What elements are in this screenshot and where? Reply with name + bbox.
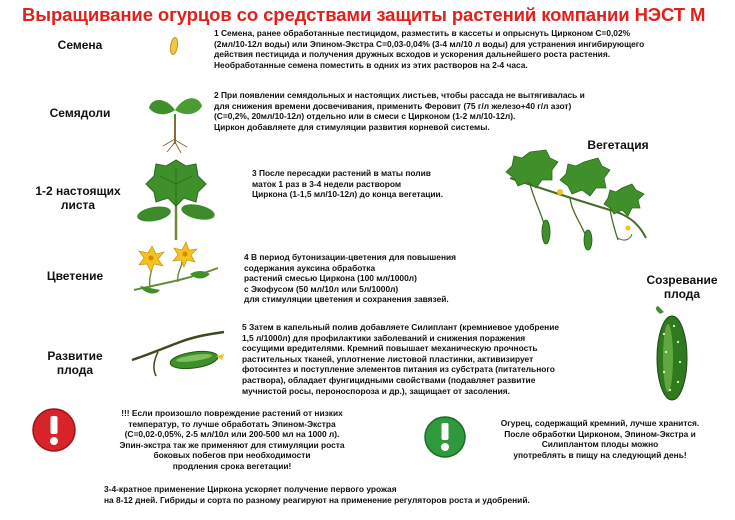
step-1-text: 1 Семена, ранее обработанные пестицидом, разместить в кассеты и опрыснуть Цирконом С=0,02% (2мл/10-12л воды) или Эпином-Экстра С=0,03-0,04% (3-4 мл/10 л воды) для устранения ингибирующего действия пестицида и получения дружных всходов и ускорения дальнейшего роста растения. Необработанные семена поместить в одних из этих растворов на 2-4 часа.	[214, 28, 645, 70]
step-5-text: 5 Затем в капельный полив добавляете Силиплант (кремниевое удобрение 1,5 л/1000л) для профилактики заболеваний и снижения поражения сосущими вредителями. Кремний повышает механическую прочность растительных тканей, уплотнение листовой пластинки, активизирует фотосинтез и поступление элементов питания из субстрата (питательного раствора), обладает фунгицидными свойствами (подавляет развитие мучнистой росы, пероноспороза и др.), защищает от засоления.	[242, 322, 560, 396]
stage-flowering: Цветение	[46, 269, 104, 283]
vegetation-plant-image	[500, 148, 650, 248]
warning-text: !!! Если произошло повреждение растений от низких температур, то лучше обработать Эпином-Экстра (С=0,02-0,05%, 2-5 мл/10л или 200-500 мл на 1000 л). Эпин-экстра так же применяют для стимуляции роста боковых побегов при необходимости продления срока вегетации!	[119, 408, 345, 471]
stage-fruit-development: Развитие плода	[47, 349, 103, 377]
true-leaves-plant-image	[138, 152, 216, 242]
page-title: Выращивание огурцов со средствами защиты растений компании НЭСТ М	[22, 4, 706, 25]
fruit-development-image	[130, 330, 226, 380]
step-4-text: 4 В период бутонизации-цветения для повышения содержания ауксина обработка растений смесью Циркона (100 мл/1000л) с Экофусом (50 мл/10л или 5л/1000л) для стимуляции цветения и сохранения завязей.	[244, 252, 457, 305]
stage-seeds: Семена	[57, 38, 103, 52]
stage-ripening: Созревание плода	[646, 273, 718, 301]
seed-image	[160, 34, 190, 60]
stage-cotyledons: Семядоли	[49, 106, 111, 120]
footer-text: 3-4-кратное применение Циркона ускоряет получение первого урожая на 8-12 дней. Гибриды и сорта по разному реагируют на применение регуляторов роста и удобрений.	[104, 484, 530, 505]
stage-true-leaves: 1-2 настоящих листа	[35, 184, 121, 212]
stage-vegetation: Вегетация	[587, 138, 649, 152]
step-2-text: 2 При появлении семядольных и настоящих листьев, чтобы рассада не вытягивалась и для снижения времени досвечивания, применить Феровит (75 г/л железо+40 г/л азот) (С=0,2%, 20мл/10-12л) отдельно или в смеси с Цирконом (1-2 мл/10-12л). Циркон добавляете для стимуляции развития корневой системы.	[214, 90, 585, 132]
exclamation-green-icon	[422, 414, 468, 460]
tip-text: Огурец, содержащий кремний, лучше хранится. После обработки Цирконом, Эпином-Экстра и Силиплантом плоды можно употреблять в пищу на следующий день!	[500, 418, 700, 460]
ripe-cucumber-image	[650, 306, 694, 402]
flowering-branch-image	[130, 240, 222, 302]
cotyledon-seedling-image	[145, 84, 205, 154]
step-3-text: 3 После пересадки растений в маты полив маток 1 раз в 3-4 недели раствором Циркона (1-1,5 мл/10-12л) до конца вегетации.	[252, 168, 444, 200]
exclamation-red-icon	[30, 406, 78, 454]
